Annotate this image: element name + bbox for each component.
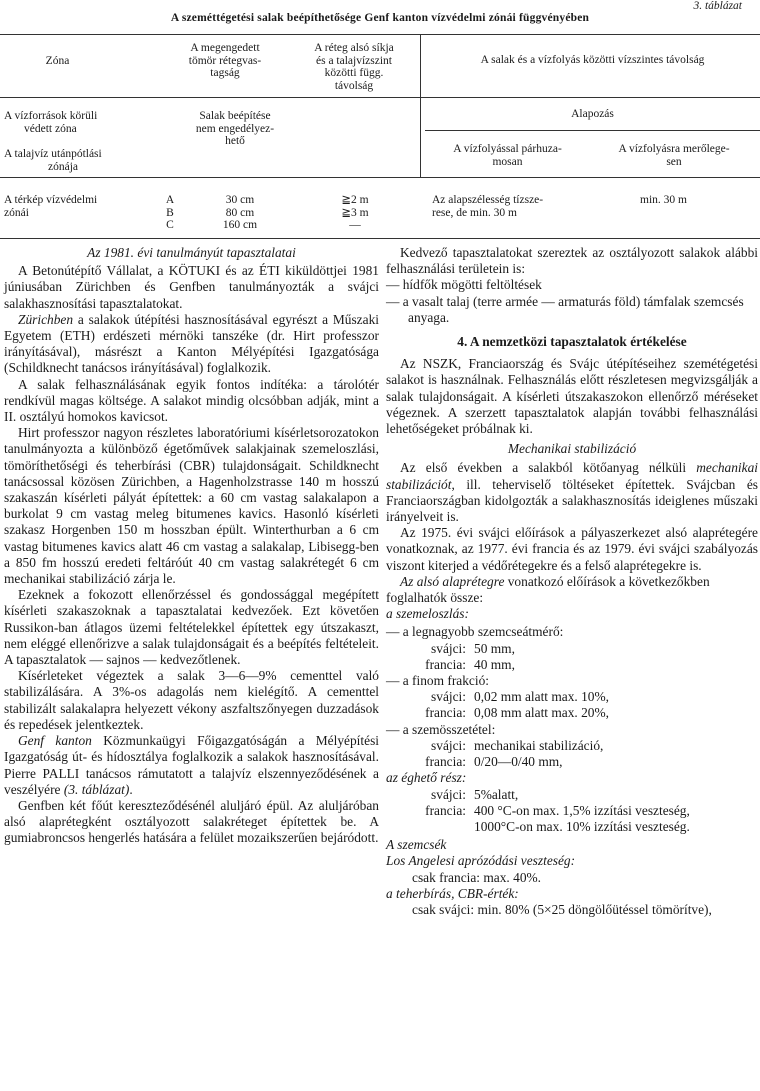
row-max-french: francia: 40 mm, xyxy=(425,656,515,672)
header-horizontal-distance: A salak és a vízfolyás közötti vízszintes távolság xyxy=(480,54,705,66)
label-composition: — a szemösszetétel: xyxy=(386,721,496,737)
parallel-header: A vízfolyással párhuza- mosan xyxy=(453,143,562,168)
list-item-bridge: — hídfők mögötti feltöltések xyxy=(386,277,542,293)
table-rule-bottom xyxy=(0,238,760,239)
section-heading-1981: Az 1981. évi tanulmányút tapasztalatai xyxy=(87,245,296,260)
perpendicular-value: min. 30 m xyxy=(640,194,687,206)
value-los-angeles: csak francia: max. 40%. xyxy=(412,869,542,885)
section-heading-international: 4. A nemzetközi tapasztalatok értékelése xyxy=(457,334,687,350)
row-comb-french-1000: 1000°C-on max. 10% izzítási veszteség. xyxy=(474,818,690,834)
paragraph-zurich: Zürichben a salakok útépítési hasznosításával egyrészt a Műszaki Egyetem (ETH) erdészeti mérnöki tanszéke (dr. Hirt professzor irányításával), másrészt a Kanton Mélyépítési Igazgatósága (Schildknecht tanácsos irányításával) foglalkozik. xyxy=(4,311,379,376)
row-comp-french: francia: 0/20—0/40 mm, xyxy=(425,754,563,770)
paragraph-nszk: Az NSZK, Franciaország és Svájc útépítéseihez szemétégetési salakot is használnak. Felhasználás előtt részletesen megvizsgálják a salak tulajdonságait. A kísérleti útszakaszokon ellenőrző méréseket végeznek. A szerzett tapasztalatok alapján további felhasználási lehetőségeket próbálnak ki. xyxy=(386,356,758,437)
label-los-angeles: Los Angelesi aprózódási veszteség: xyxy=(386,853,576,869)
table-rule-top xyxy=(0,34,760,35)
foundation-label: Alapozás xyxy=(571,108,614,120)
paragraph-lower-base: Az alsó alaprétegre vonatkozó előírások a következőkben foglalhatók össze: xyxy=(386,573,710,606)
row-max-swiss: svájci: 50 mm, xyxy=(431,640,515,656)
right-column xyxy=(386,245,758,918)
table-rule-header xyxy=(0,97,760,98)
label-bearing: a teherbírás, CBR-érték: xyxy=(386,885,519,901)
list-item-terre-armee: — a vasalt talaj (terre armée — armaturás föld) támfalak szemcsés anyaga. xyxy=(386,293,744,325)
paragraph-cement: Kísérleteket végeztek a salak 3—6—9% cementtel való stabilizálására. A 3%-os adagolás nem kielégítő. A cementtel stabilizált salakalapra helyezett vékony aszfaltszőnyegen duzzadások és repedések jelentkeztek. xyxy=(4,668,379,732)
row-comp-swiss: svájci: mechanikai stabilizáció, xyxy=(431,737,604,753)
perpendicular-header: A vízfolyásra merőlege- sen xyxy=(618,143,730,168)
row-comb-swiss: svájci: 5%alatt, xyxy=(431,786,519,802)
paragraph-underpass: Genfben két főút kereszteződésénél aluljáró épül. Az aluljáróban alsó alaprétegként osztályozott salakréteget építettek be. A gumiabroncsos hengerlés hatására a felület mozaikszerűen bejáródott. xyxy=(4,797,379,846)
zone-protected: A vízforrások körüli védett zóna xyxy=(4,110,98,135)
table-subrule xyxy=(425,130,760,131)
table-title: A szeméttégetési salak beépíthetősége Genf kanton vízvédelmi zónái függvényében xyxy=(170,12,590,24)
paragraph-favourable: Kedvező tapasztalatokat szereztek az osztályozott salakok alábbi felhasználási területein is: xyxy=(386,245,758,277)
parallel-value: Az alapszélesség tízsze- rese, de min. 30 m xyxy=(432,194,544,219)
not-allowed: Salak beépítése nem engedélyez- hető xyxy=(195,110,275,147)
paragraph-geneva: Genf kanton Közmunkaügyi Főigazgatóságán a Mélyépítési Igazgatóság út- és hídosztálya foglalkozik a salakok hasznosításával. Pierre PALLI tanácsos rámutatott a talajvíz elszennyeződésének a veszélyére (3. táblázat). xyxy=(4,733,379,797)
label-fine-fraction: — a finom frakció: xyxy=(386,673,489,689)
zone-map: A térkép vízvédelmi zónái xyxy=(4,194,98,219)
paragraph-first-years: Az első években a salakból kötőanyag nélküli mechanikai stabilizációt, ill. teherviselő töltéseket építettek. Svájcban és Franciaországban kidolgozták a salakhasznosítás ideiglenes műszaki irányelveit is. xyxy=(386,460,758,525)
row-fine-swiss: svájci: 0,02 mm alatt max. 10%, xyxy=(431,689,609,705)
label-combustible: az éghető rész: xyxy=(386,770,467,786)
label-grains: A szemcsék xyxy=(386,837,447,853)
subheading-mechanical: Mechanikai stabilizáció xyxy=(507,441,637,457)
label-grading: a szemeloszlás: xyxy=(386,606,469,622)
zone-recharge: A talajvíz utánpótlási zónája xyxy=(4,148,102,173)
header-layer-distance: A réteg alsó síkja és a talajvízszint közötti függ. távolság xyxy=(314,42,394,92)
paragraph-regulations: Az 1975. évi svájci előírások a pályaszerkezet alsó alaprétegére vonatkoznak, az 1977. évi francia és az 1979. évi svájci szabályozás viszont kiterjed a védőrétegekre és a felső alaprétegekre is. xyxy=(386,525,758,573)
distance-values: ≧2 m ≧3 m — xyxy=(341,194,369,231)
left-column xyxy=(4,245,379,847)
row-fine-french: francia: 0,08 mm alatt max. 20%, xyxy=(425,705,609,721)
zone-classes: A B C xyxy=(165,194,175,231)
header-zona: Zóna xyxy=(45,55,70,67)
header-thickness: A megengedett tömör rétegvas- tagság xyxy=(188,42,262,79)
paragraph-results: Ezeknek a fokozott ellenőrzéssel és gondossággal megépített kísérleti szakaszoknak a tapasztalatai kedvezőek. Ezt követően Russikon-ban átlagos üzemi feltételekkel építettek egy útszakaszt, nem eléggé ellenőrizve a salak tulajdonságait és a beépítés feltételeit. A tapasztalatok — sajnos — kedvezőtlenek. xyxy=(4,587,379,668)
label-max-grain: — a legnagyobb szemcseátmérő: xyxy=(386,624,564,640)
table-number: 3. táblázat xyxy=(693,0,742,12)
paragraph-hirt: Hirt professzor nagyon részletes laboratóriumi kísérletsorozatokon tanulmányozta a különböző égetőművek salakjainak szemeloszlási, tömöríthetőségi és teherbírási (CBR) tulajdonságait. Schildknecht tanácsossal közösen Zürichben, a Hagenholzstrasse 140 m hosszú szakaszán kísérleti pályát építettek: a 60 cm vastag salakalapon a burkolat 9 cm vastag meleg bitumenes kavics. Hasonló kísérleti szakasz Horgenben 150 m hosszban épült. Winterthurban a 6 cm vastag bitumenes kavics alatt 46 cm vastag a salakalap, Libisegg-ben a 850 fm hosszú eredeti feltáróút 40 cm vastag salakrétegét 6 cm mechanikai stabilizáció zárja le. xyxy=(4,425,379,587)
thickness-values: 30 cm 80 cm 160 cm xyxy=(222,194,258,231)
row-comb-french: francia: 400 °C-on max. 1,5% izzítási veszteség, xyxy=(425,802,690,818)
paragraph-intro: A Betonútépítő Vállalat, a KÖTUKI és az ÉTI kiküldöttjei 1981 júniusában Zürichben és Genfben tanulmányozták a svájci salakhasznosítási tapasztalatokat. xyxy=(4,263,379,311)
paragraph-storage-cost: A salak felhasználásának egyik fontos indítéka: a tárolótér rendkívül magas költsége. A salakot mindig olcsóbban adják, mint a II. osztályú homokos kavicsot. xyxy=(4,376,379,425)
table-rule-body xyxy=(0,177,760,178)
value-cbr: csak svájci: min. 80% (5×25 döngölőütéssel tömörítve), xyxy=(412,901,712,917)
